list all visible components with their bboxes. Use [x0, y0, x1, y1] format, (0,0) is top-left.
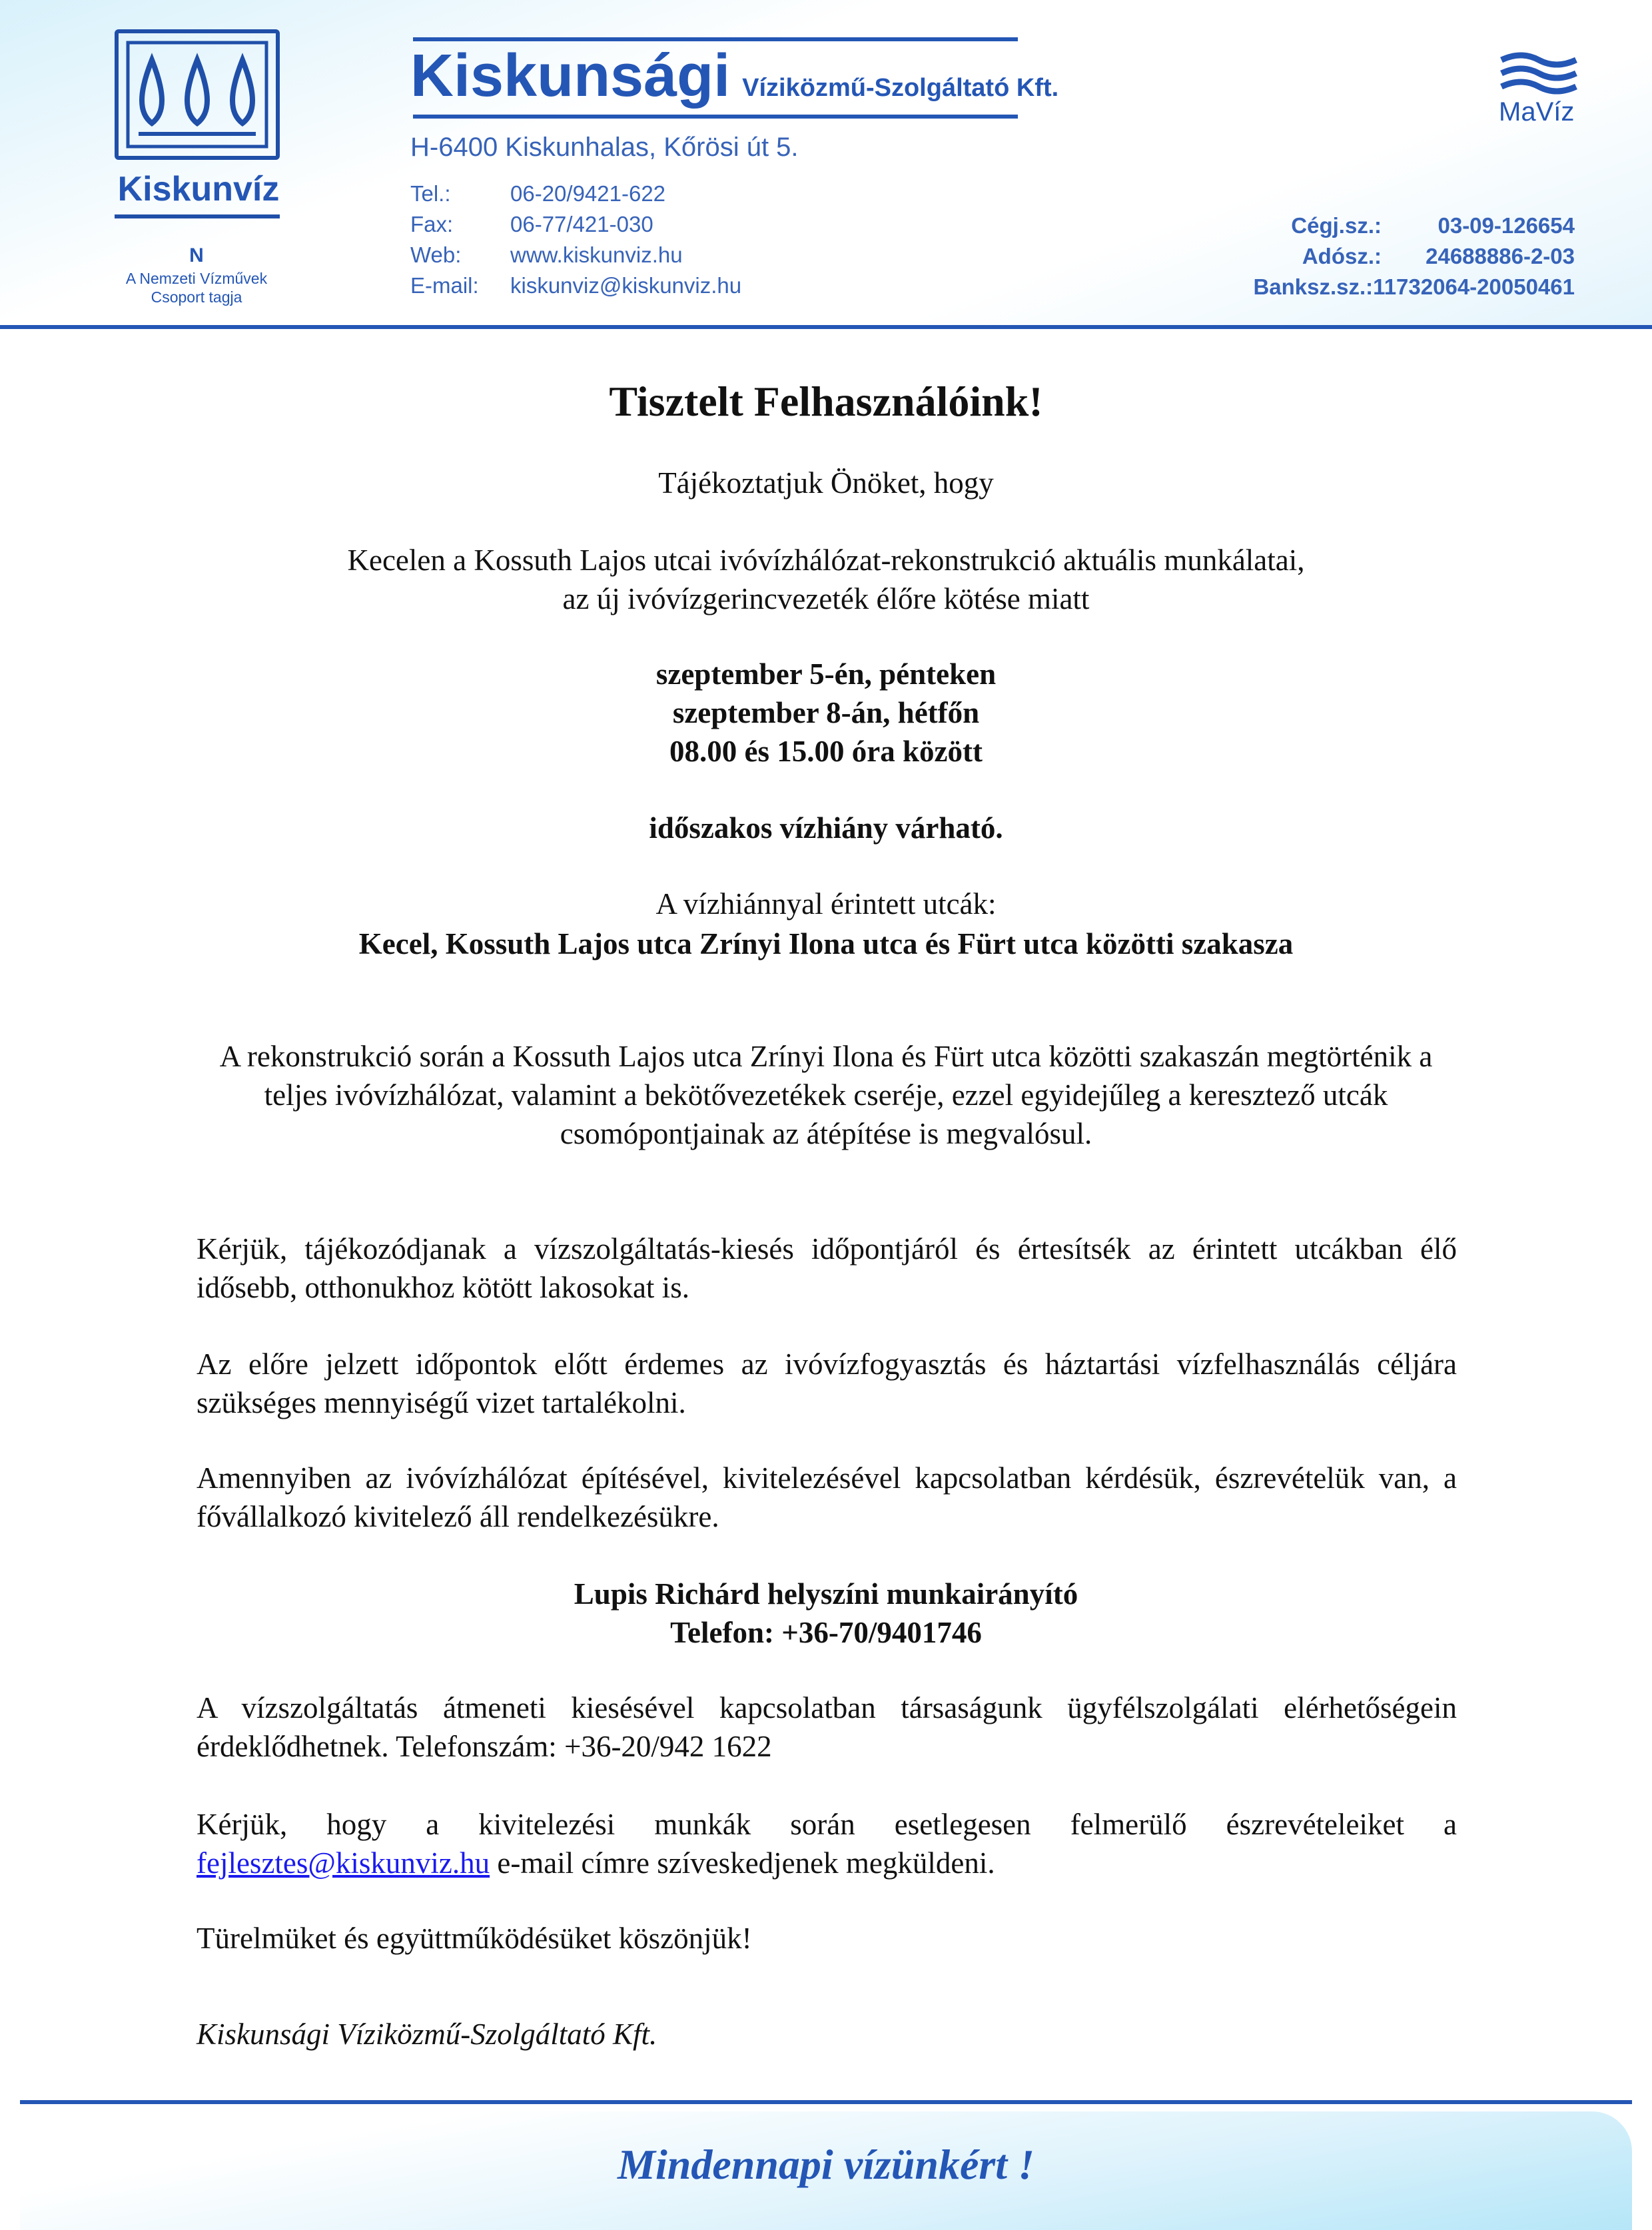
contact-list: Tel.: 06-20/9421-622 Fax: 06-77/421-030 Web: www.kiskunviz.hu E-mail: kiskunviz@kiskunviz.hu — [410, 181, 742, 298]
intro: Tájékoztatjuk Önöket, hogy — [658, 466, 994, 500]
footer — [20, 2111, 1632, 2230]
footer-slogan: Mindennapi vízünkért ! — [618, 2141, 1034, 2188]
signature: Kiskunsági Víziközmű-Szolgáltató Kft. — [197, 2018, 657, 2051]
paragraph-customer-service: A vízszolgáltatás átmeneti kiesésével kapcsolatban társaságunk ügyfélszolgálati elérhetőségein érdeklődhetnek. Telefonszám: +36-20/942 1622 — [197, 1691, 1457, 1763]
company-suffix: Víziközmű-Szolgáltató Kft. — [742, 74, 1059, 102]
company-name: Kiskunsági — [410, 43, 731, 109]
maviz-waves-icon — [1499, 51, 1579, 97]
email-link[interactable]: kiskunviz@kiskunviz.hu — [510, 273, 742, 298]
logo-text: Kiskunvíz — [117, 170, 280, 208]
page-title: Tisztelt Felhasználóink! — [609, 378, 1043, 425]
header-divider — [0, 325, 1652, 329]
outage-dates: szeptember 5-én, pénteken szeptember 8-án, hétfőn 08.00 és 15.00 óra között — [655, 657, 997, 768]
affected-streets: Kecel, Kossuth Lajos utca Zrínyi Ilona utca és Fürt utca közötti szakasza — [358, 927, 1294, 960]
letterhead — [0, 0, 1652, 326]
registry-info: Cégj.sz.: 03-09-126654 Adósz.: 24688886-2-03 Banksz.sz.:11732064-20050461 — [1253, 213, 1575, 299]
company-heading — [410, 44, 1058, 108]
kiskunviz-logo-icon — [115, 29, 280, 160]
footer-divider — [20, 2100, 1632, 2104]
paragraph-inform: Kérjük, tájékozódjanak a vízszolgáltatás-kiesés időpontjáról és értesítsék az érintett utcákban élő idősebb, otthonukhoz kötött lakosokat is. — [197, 1232, 1457, 1304]
streets-label: A vízhiánnyal érintett utcák: — [655, 887, 997, 921]
nemzeti-vizmuvek-icon: N — [189, 244, 204, 266]
paragraph-contractor: Amennyiben az ivóvízhálózat építésével, kivitelezésével kapcsolatban kérdésük, észrevételük van, a fővállalkozó kivitelező áll rendelkezésükre. — [197, 1461, 1457, 1533]
reason: Kecelen a Kossuth Lajos utcai ivóvízhálózat-rekonstrukció aktuális munkálatai, az új ivóvízgerincvezeték élőre kötése miatt — [347, 544, 1305, 615]
address: H-6400 Kiskunhalas, Kőrösi út 5. — [410, 133, 799, 162]
outage-notice: időszakos vízhiány várható. — [649, 811, 1003, 845]
website-link[interactable]: www.kiskunviz.hu — [510, 242, 683, 267]
paragraph-feedback: Kérjük, hogy a kivitelezési munkák során esetlegesen felmerülő észrevételeiket a fejlesztes@kiskunviz.hu e-mail címre szíveskedjenek megküldeni. — [197, 1808, 1457, 1880]
thanks: Türelmüket és együttműködésüket köszönjük! — [197, 1922, 752, 1955]
paragraph-reserve-water: Az előre jelzett időpontok előtt érdemes az ivóvízfogyasztás és háztartási vízfelhasználás céljára szükséges mennyiségű vizet tartalékolni. — [197, 1347, 1457, 1419]
group-membership: A Nemzeti Vízművek Csoport tagja — [125, 270, 268, 306]
water-drops-icon — [125, 40, 269, 149]
feedback-email-link[interactable]: fejlesztes@kiskunviz.hu — [197, 1846, 490, 1880]
maviz-logo: MaVíz — [1499, 97, 1575, 127]
contractor-contact: Lupis Richárd helyszíni munkairányító Telefon: +36-70/9401746 — [574, 1577, 1078, 1649]
reconstruction-text: A rekonstrukció során a Kossuth Lajos utca Zrínyi Ilona és Fürt utca közötti szakaszán megtörténik a teljes ivóvízhálózat, valamint a bekötővezetékek cseréje, ezzel egyidejűleg a keresztező utcák csomópontjainak az átépítése is megvalósul. — [219, 1040, 1433, 1150]
